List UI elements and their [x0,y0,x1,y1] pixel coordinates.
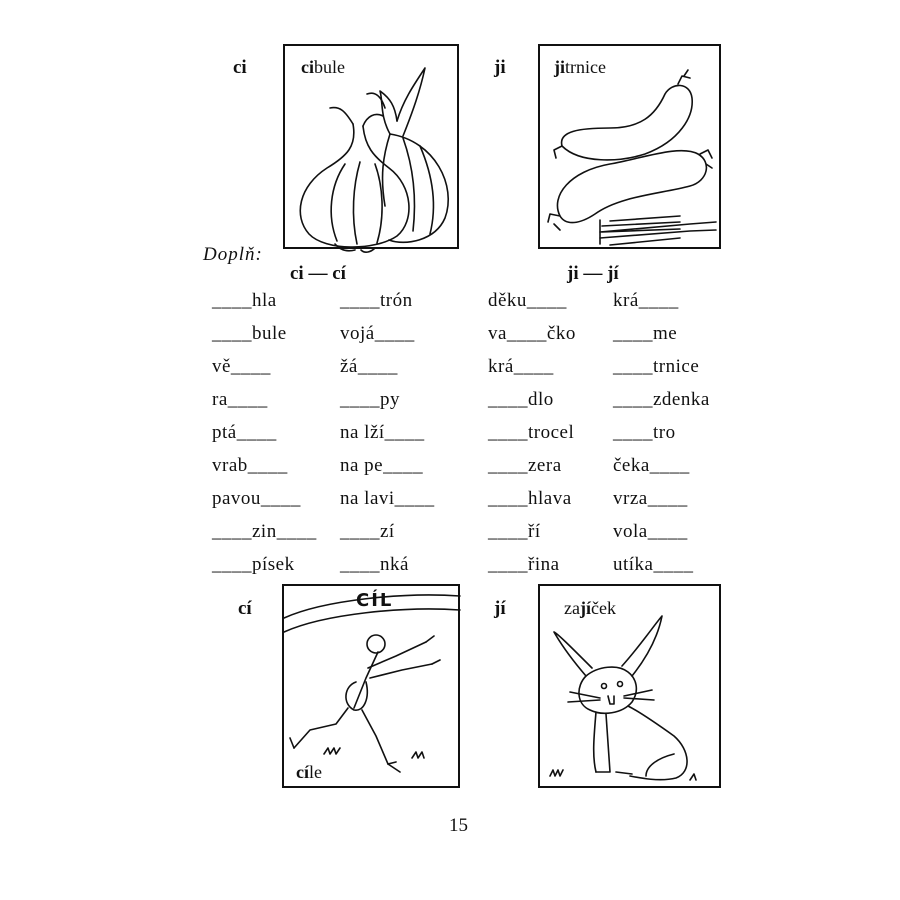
blank-item: vě____ [212,356,271,377]
blank-item: utíka____ [613,554,694,575]
blank-item: žá____ [340,356,398,377]
picture-frame-cile [282,584,460,788]
blank-item: vojá____ [340,323,415,344]
blank-item: ____me [613,323,678,344]
finish-sign-text: CÍL [356,590,394,611]
picture-frame-cibule [283,44,459,249]
blank-item: ____dlo [488,389,554,410]
blank-item: krá____ [613,290,679,311]
blank-item: ____tro [613,422,676,443]
syllable-label-ji-long: jí [494,598,506,619]
blank-item: čeka____ [613,455,690,476]
blank-item: ____bule [212,323,287,344]
blank-item: krá____ [488,356,554,377]
blank-item: ____písek [212,554,295,575]
onion-illustration [285,46,461,251]
rabbit-illustration [540,586,723,790]
blank-item: vrza____ [613,488,688,509]
picture-word-cile: cíle [296,762,322,782]
picture-word-jitrnice: jitrnice [554,57,606,77]
blank-item: ____zí [340,521,395,542]
blank-item: vola____ [613,521,688,542]
blank-item: ____ří [488,521,541,542]
blank-item: ____py [340,389,400,410]
group-heading-ci: ci — cí [290,263,346,284]
sausage-illustration [540,46,723,251]
picture-word-zajicek: zajíček [564,598,616,618]
picture-word-cibule: cibule [301,57,345,77]
blank-item: vrab____ [212,455,288,476]
blank-item: va____čko [488,323,576,344]
blank-item: pavou____ [212,488,301,509]
page-number: 15 [449,815,468,836]
blank-item: na lavi____ [340,488,435,509]
blank-item: ____zera [488,455,562,476]
blank-item: ____hlava [488,488,572,509]
syllable-label-ci-long: cí [238,598,252,619]
runner-illustration [284,586,462,790]
blank-item: ____trnice [613,356,700,377]
blank-item: na pe____ [340,455,424,476]
blank-item: ____nká [340,554,409,575]
blank-item: ____řina [488,554,560,575]
picture-frame-jitrnice [538,44,721,249]
group-heading-ji: ji — jí [567,263,619,284]
picture-frame-zajicek [538,584,721,788]
blank-item: ____hla [212,290,277,311]
blank-item: ptá____ [212,422,277,443]
blank-item: na lží____ [340,422,425,443]
blank-item: ____zin____ [212,521,317,542]
blank-item: ____trocel [488,422,575,443]
blank-item: děku____ [488,290,567,311]
syllable-label-ji: ji [494,57,506,78]
syllable-label-ci: ci [233,57,247,78]
exercise-prompt: Doplň: [203,244,263,265]
blank-item: ____trón [340,290,413,311]
blank-item: ____zdenka [613,389,710,410]
blank-item: ra____ [212,389,268,410]
